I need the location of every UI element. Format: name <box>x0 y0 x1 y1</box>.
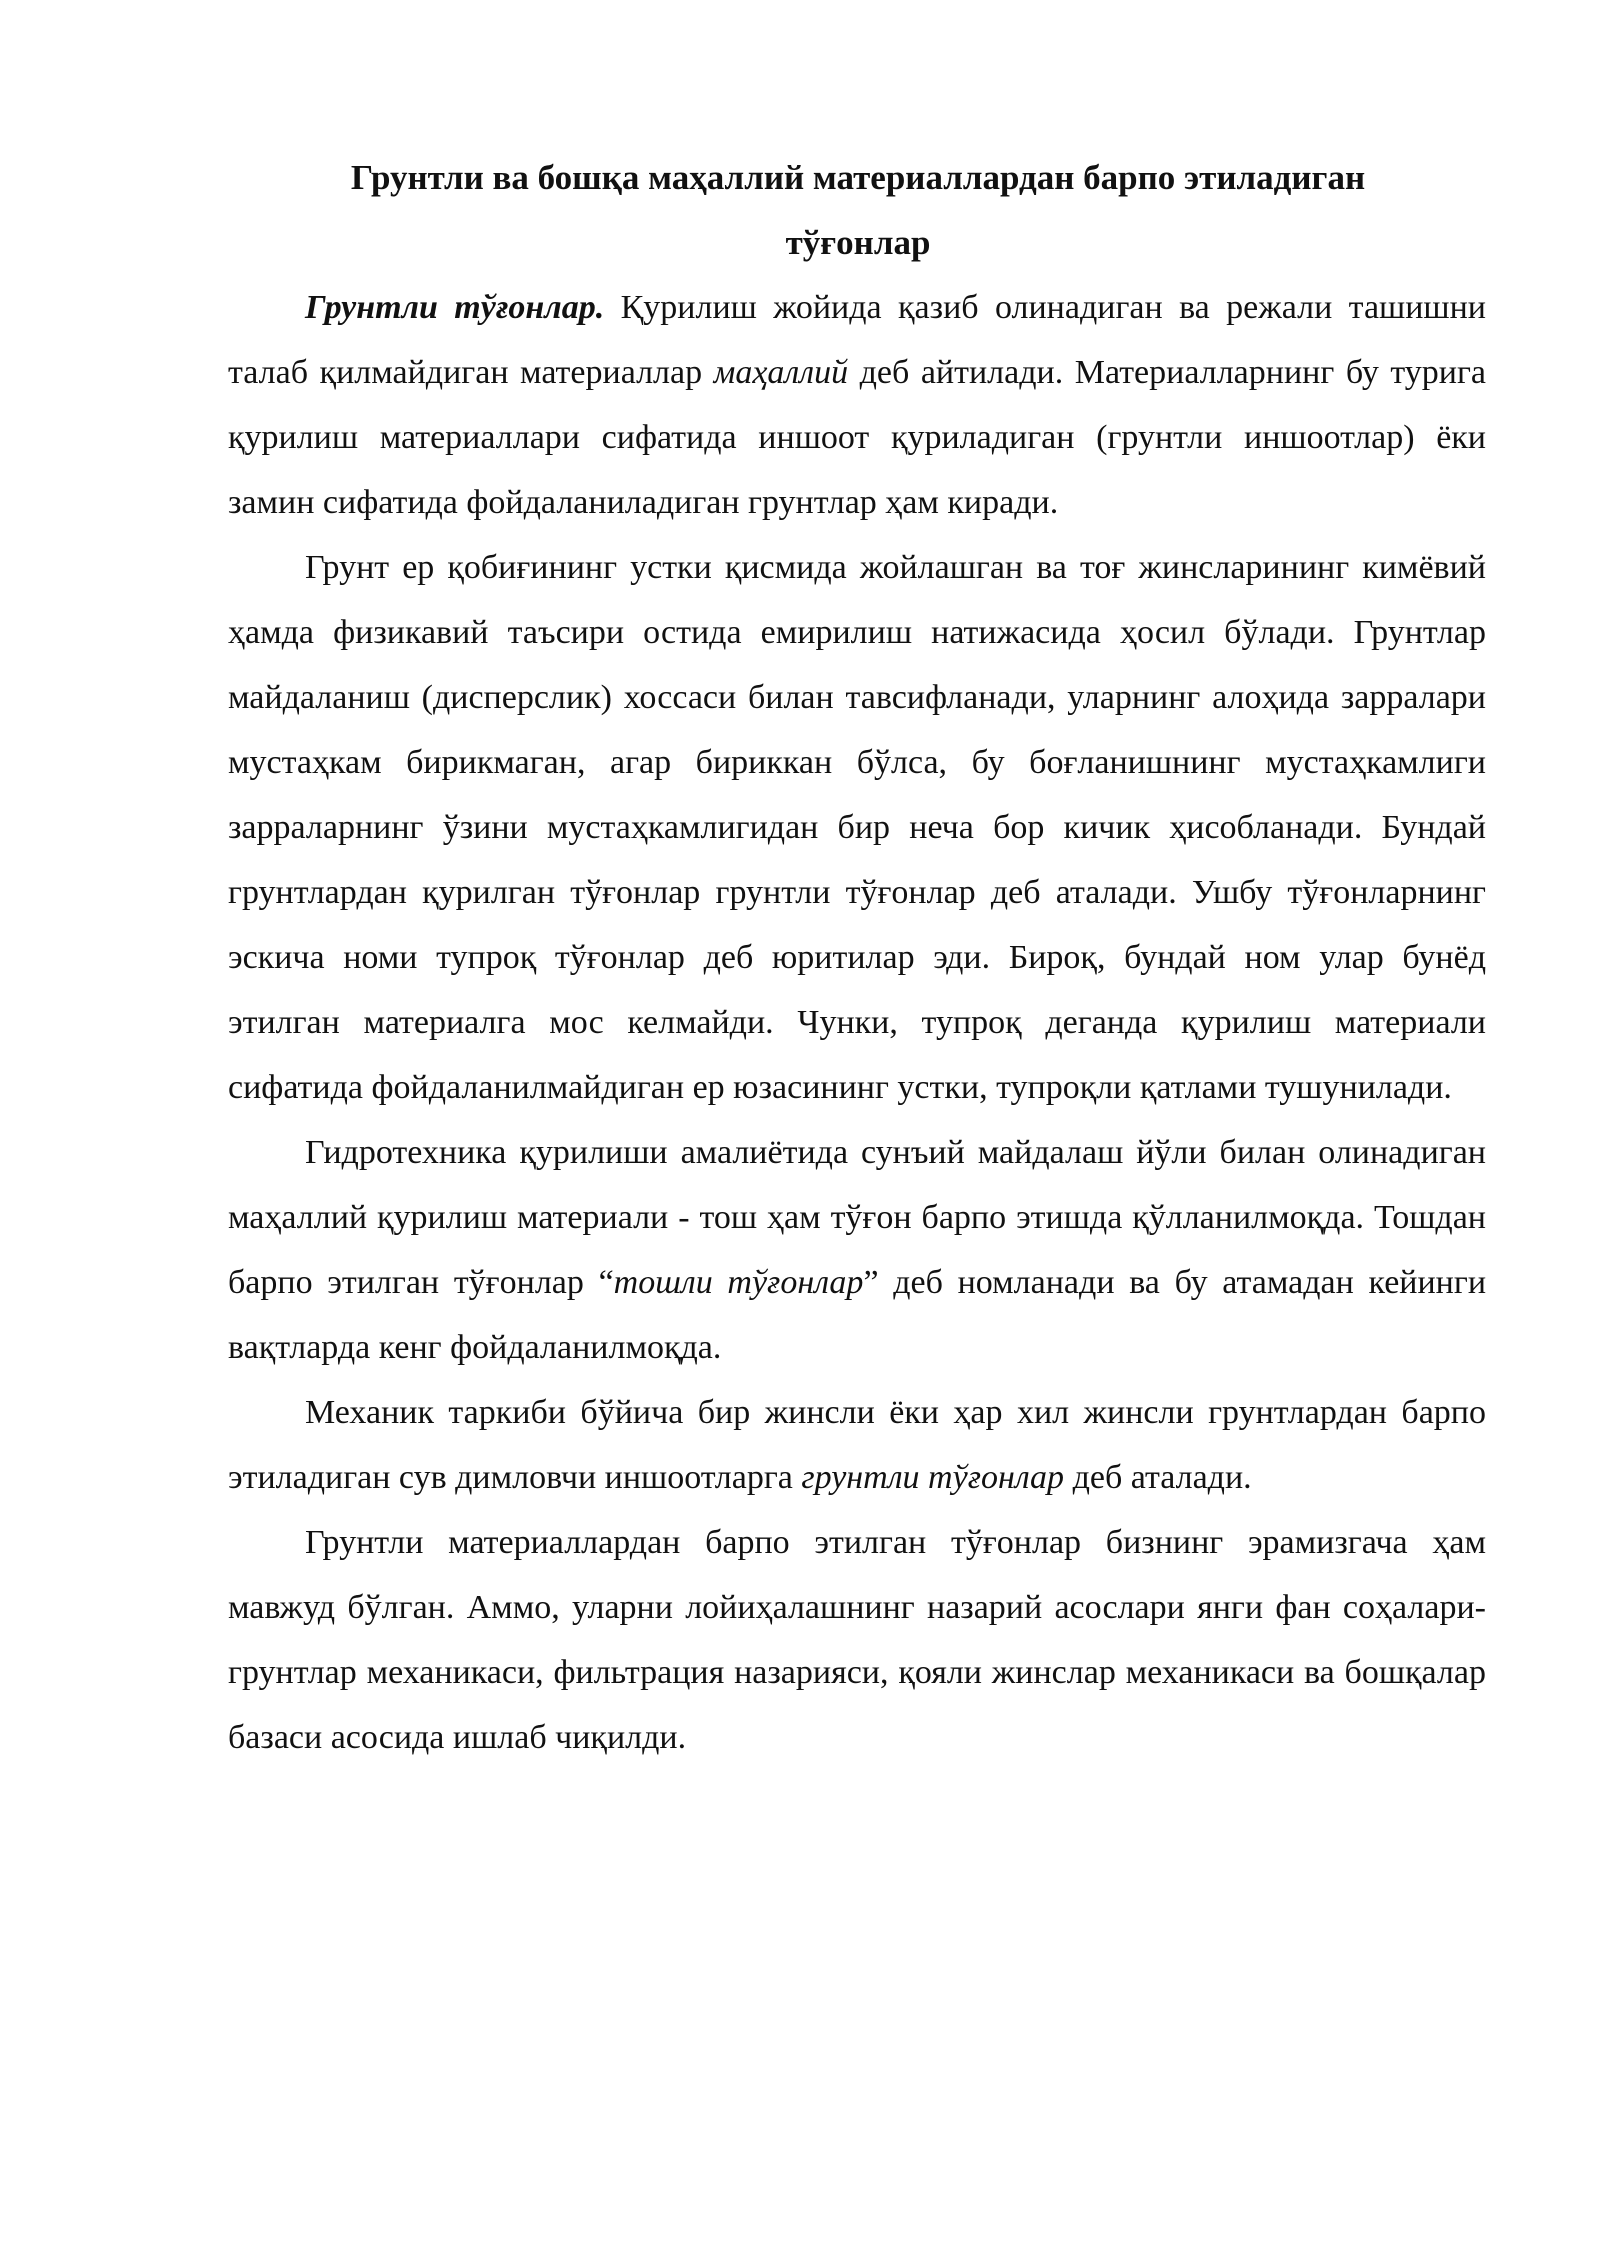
paragraph-1-lead: Грунтли тўғонлар. <box>305 289 605 326</box>
paragraph-4-text-a: Механик таркиби бўйича бир жинсли ёки ҳар хил жинсли грунтлардан барпо этиладиган сув димловчи иншоотларга <box>228 1394 1486 1496</box>
paragraph-4-emphasis: грунтли тўғонлар <box>801 1459 1065 1496</box>
paragraph-1-emphasis: маҳаллий <box>713 354 849 391</box>
paragraph-2: Грунт ер қобиғининг устки қисмида жойлашган ва тоғ жинсларининг кимёвий ҳамда физикавий таъсири остида емирилиш натижасида ҳосил бўлади. Грунтлар майдаланиш (дисперслик) хоссаси билан тавсифланади, уларнинг алоҳида зарралари мустаҳкам бирикмаган, агар бириккан бўлса, бу боғланишнинг мустаҳкамлиги зарраларнинг ўзини мустаҳкамлигидан бир неча бор кичик ҳисобланади. Бундай грунтлардан қурилган тўғонлар грунтли тўғонлар деб аталади. Ушбу тўғонларнинг эскича номи тупроқ тўғонлар деб юритилар эди. Бироқ, бундай ном улар бунёд этилган материалга мос келмайди. Чунки, тупроқ деганда қурилиш материали сифатида фойдаланилмайдиган ер юзасининг устки, тупроқли қатлами тушунилади. <box>228 549 1486 1106</box>
paragraph-3 <box>228 1120 1486 1380</box>
paragraph-1 <box>228 275 1486 535</box>
paragraph-5: Грунтли материаллардан барпо этилган тўғонлар бизнинг эрамизгача ҳам мавжуд бўлган. Аммо, уларни лойиҳалашнинг назарий асослари янги фан соҳалари-грунтлар механикаси, фильтрация назарияси, қояли жинслар механикаси ва бошқалар базаси асосида ишлаб чиқилди. <box>228 1524 1486 1756</box>
document-title-line-2: тўғонлар <box>785 223 931 262</box>
paragraph-4-text-b: деб аталади. <box>1064 1459 1252 1496</box>
paragraph-4 <box>228 1380 1486 1510</box>
document-title-line-1: Грунтли ва бошқа маҳаллий материаллардан барпо этиладиган <box>350 158 1366 197</box>
paragraph-1-text-b: деб айтилади. Материалларнинг бу турига қурилиш материаллари сифатида иншоот қуриладиган (грунтли иншоотлар) ёки замин сифатида фойдаланиладиган грунтлар ҳам киради. <box>228 354 1486 521</box>
paragraph-1-text-a: Қурилиш жойида қазиб олинадиган ва режали ташишни талаб қилмайдиган материаллар <box>228 289 1486 391</box>
document-body <box>228 275 1486 1770</box>
paragraph-3-text-a: Гидротехника қурилиши амалиётида сунъий майдалаш йўли билан олинадиган маҳаллий қурилиш материали - тош ҳам тўғон барпо этишда қўлланилмоқда. Тошдан барпо этилган тўғонлар “ <box>228 1134 1486 1301</box>
paragraph-3-text-b: ” деб номланади ва бу атамадан кейинги вақтларда кенг фойдаланилмоқда. <box>228 1264 1487 1366</box>
paragraph-3-emphasis: тошли тўғонлар <box>613 1264 864 1301</box>
